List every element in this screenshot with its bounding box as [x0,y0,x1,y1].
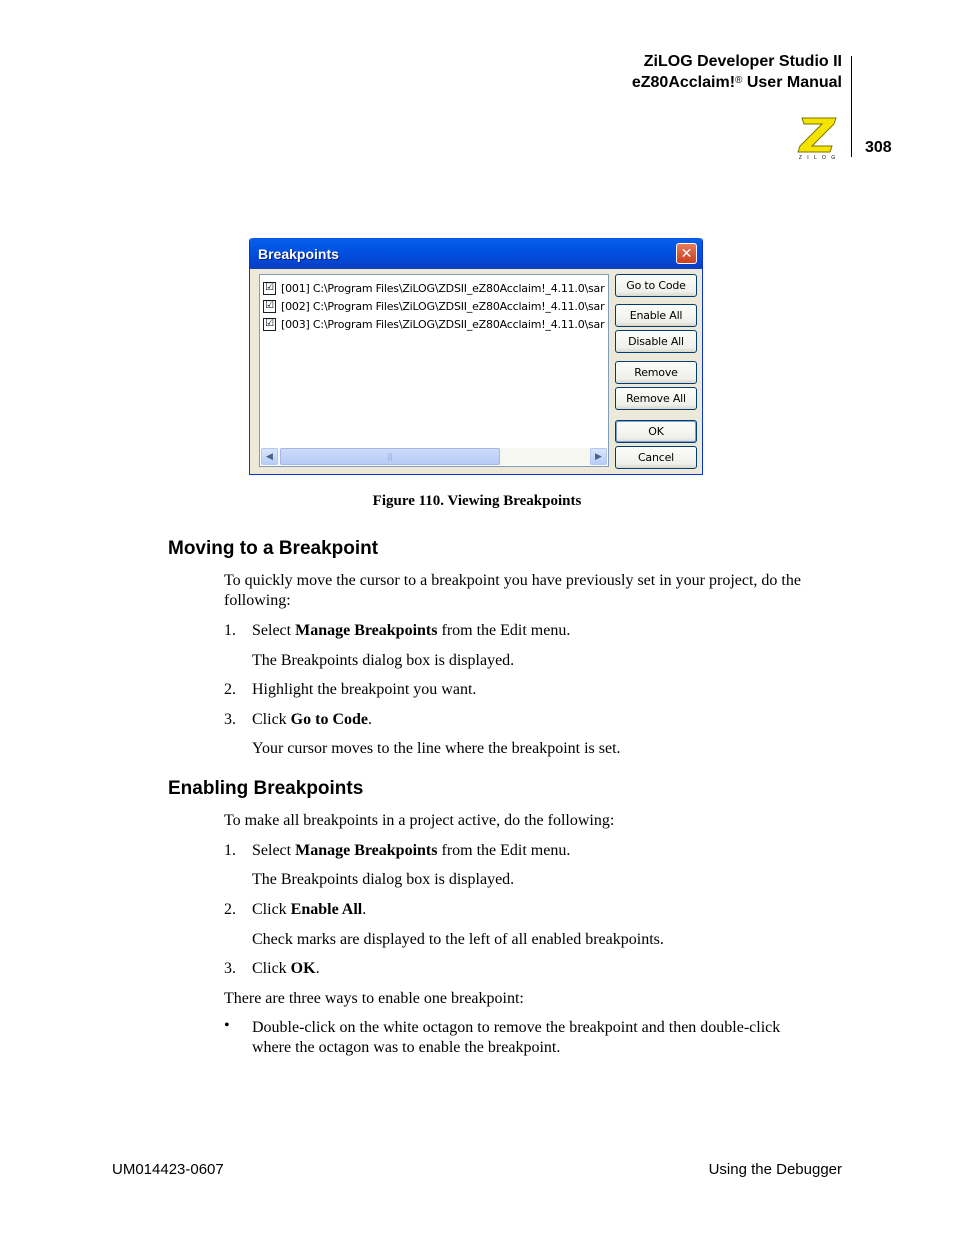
text: . [368,711,372,728]
checkbox[interactable]: ☑ [263,318,276,331]
step-note: Your cursor moves to the line where the breakpoint is set. [252,740,621,757]
section2-intro: To make all breakpoints in a project active, do the following: [224,812,615,829]
bullet-line: where the octagon was to enable the breakpoint. [252,1039,561,1056]
list-item[interactable] [263,279,604,297]
remove-all-button[interactable]: Remove All [615,387,697,410]
text: . [315,960,320,977]
disable-all-button[interactable]: Disable All [615,330,697,353]
step-number: 3. [224,711,236,728]
breakpoint-path: [003] C:\Program Files\ZiLOG\ZDSII_eZ80Acclaim!_4.11.0\sar [281,317,605,331]
text: Click [252,711,291,728]
step-text [252,841,570,861]
list-item[interactable] [263,315,604,333]
step-note: The Breakpoints dialog box is displayed. [252,871,515,888]
step-number: 2. [224,681,236,698]
header-title-line2 [632,72,842,93]
breakpoints-dialog [249,238,703,475]
step-text [252,900,366,920]
document-id: UM014423-0607 [112,1161,224,1178]
header-divider [851,56,852,157]
section-heading-enabling: Enabling Breakpoints [168,778,364,799]
ways-intro: There are three ways to enable one breakpoint: [224,990,524,1007]
close-icon: ✕ [680,245,693,262]
checkbox[interactable]: ☑ [263,282,276,295]
step-note: The Breakpoints dialog box is displayed. [252,652,515,669]
text: from the Edit menu. [437,622,571,639]
text: Select [252,842,296,859]
chapter-name: Using the Debugger [708,1161,842,1178]
step-text [252,959,320,979]
figure-caption: Figure 110. Viewing Breakpoints [372,493,582,509]
step-number: 1. [224,842,236,859]
intro-line: following: [224,592,291,609]
step-number: 1. [224,622,236,639]
button-reference: Go to Code [290,711,368,728]
header-product: eZ80Acclaim! [631,74,736,91]
document-header [632,51,842,93]
scroll-right-icon[interactable]: ▶ [590,448,607,465]
dialog-titlebar[interactable] [250,238,702,269]
button-reference: Enable All [290,901,363,918]
scroll-left-icon[interactable]: ◀ [261,448,278,465]
scroll-thumb[interactable]: ||| [280,448,500,465]
section-heading-moving: Moving to a Breakpoint [168,538,379,559]
menu-command: Manage Breakpoints [295,622,438,639]
button-reference: OK [290,960,316,977]
close-button[interactable] [676,243,697,264]
zilog-logo-icon [796,114,840,160]
step-number: 3. [224,960,236,977]
remove-button[interactable]: Remove [615,361,697,384]
svg-text:Z I L O G: Z I L O G [798,155,838,160]
ok-button[interactable]: OK [615,420,697,443]
breakpoint-path: [001] C:\Program Files\ZiLOG\ZDSII_eZ80Acclaim!_4.11.0\sar [281,281,605,295]
bullet-icon: • [224,1017,230,1034]
checkbox[interactable]: ☑ [263,300,276,313]
go-to-code-button[interactable]: Go to Code [615,274,697,297]
header-title-line1: ZiLOG Developer Studio II [643,53,842,70]
text: Click [252,960,291,977]
menu-command: Manage Breakpoints [295,842,438,859]
step-text [252,621,570,641]
text: from the Edit menu. [437,842,571,859]
text: . [362,901,367,918]
section1-intro [224,571,801,611]
list-item[interactable] [263,297,604,315]
intro-line: To quickly move the cursor to a breakpoint you have previously set in your project, do the [224,572,801,589]
step-text [252,710,372,730]
text: Select [252,622,296,639]
cancel-button[interactable]: Cancel [615,446,697,469]
step-text: Highlight the breakpoint you want. [252,681,477,698]
registered-mark: ® [735,75,743,86]
text: Click [252,901,291,918]
horizontal-scrollbar[interactable] [261,448,607,465]
enable-all-button[interactable]: Enable All [615,304,697,327]
bullet-line: Double-click on the white octagon to remove the breakpoint and then double-click [252,1019,781,1036]
breakpoint-path: [002] C:\Program Files\ZiLOG\ZDSII_eZ80Acclaim!_4.11.0\sar [281,299,605,313]
page-number: 308 [865,139,892,156]
header-manual: User Manual [742,74,842,91]
breakpoint-list[interactable] [259,274,609,467]
bullet-text [252,1018,780,1058]
step-number: 2. [224,901,236,918]
dialog-title: Breakpoints [258,246,339,262]
step-note: Check marks are displayed to the left of all enabled breakpoints. [252,931,664,948]
